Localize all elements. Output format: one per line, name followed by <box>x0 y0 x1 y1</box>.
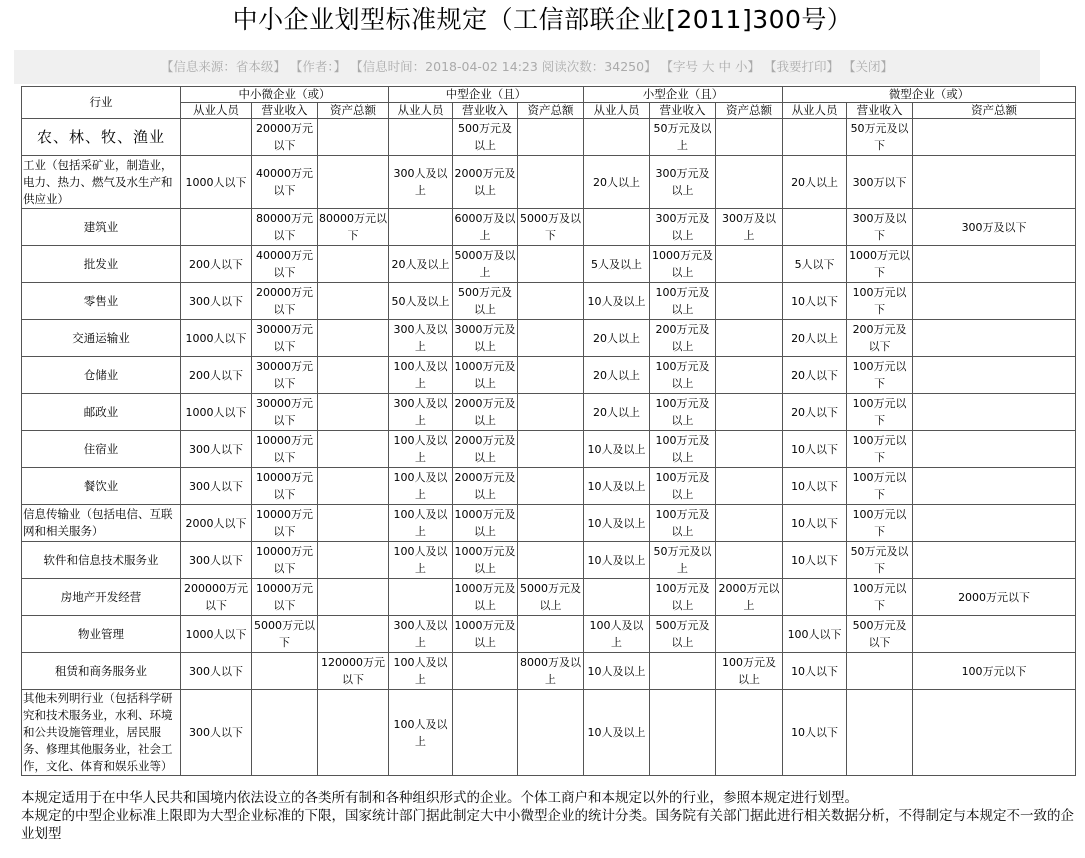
value-cell: 40000万元以下 <box>252 156 318 209</box>
value-cell: 300人及以上 <box>389 156 453 209</box>
value-cell <box>252 690 318 776</box>
value-cell <box>584 209 650 246</box>
value-cell: 2000万元以下 <box>913 579 1076 616</box>
value-cell: 500万元及以下 <box>847 616 913 653</box>
value-cell: 300万及以上 <box>716 209 783 246</box>
value-cell: 20人以上 <box>584 320 650 357</box>
value-cell <box>181 209 252 246</box>
value-cell <box>318 246 389 283</box>
value-cell: 300万元及以上 <box>650 156 716 209</box>
value-cell: 300万以下 <box>847 156 913 209</box>
value-cell: 10人及以上 <box>584 468 650 505</box>
industry-cell: 其他未列明行业（包括科学研究和技术服务业，水利、环境和公共设施管理业，居民服务、修理其他服务业，社会工作，文化、体育和娱乐业等） <box>22 690 181 776</box>
value-cell: 300人以下 <box>181 283 252 320</box>
value-cell <box>913 357 1076 394</box>
value-cell: 100人及以上 <box>389 468 453 505</box>
note-paragraph: 本规定的中型企业标准上限即为大型企业标准的下限，国家统计部门据此制定大中小微型企业的统计分类。国务院有关部门据此进行相关数据分析，不得制定与本规定不一致的企业划型 <box>21 808 1074 842</box>
value-cell <box>913 690 1076 776</box>
value-cell <box>318 690 389 776</box>
value-cell: 300人及以上 <box>389 616 453 653</box>
value-cell: 300人及以上 <box>389 394 453 431</box>
value-cell: 10人及以上 <box>584 653 650 690</box>
value-cell <box>913 616 1076 653</box>
close-link[interactable]: 【关闭】 <box>843 59 894 74</box>
industry-cell: 仓储业 <box>22 357 181 394</box>
table-row <box>22 542 1076 579</box>
value-cell: 100万元以下 <box>913 653 1076 690</box>
value-cell <box>783 579 847 616</box>
value-cell: 50万元及以下 <box>847 542 913 579</box>
value-cell: 40000万元以下 <box>252 246 318 283</box>
value-cell: 20人以上 <box>584 156 650 209</box>
value-cell <box>389 209 453 246</box>
value-cell: 3000万元及以上 <box>453 320 518 357</box>
value-cell <box>318 468 389 505</box>
industry-cell: 工业（包括采矿业，制造业，电力、热力、燃气及水生产和供应业） <box>22 156 181 209</box>
value-cell: 5000万及以上 <box>453 246 518 283</box>
value-cell: 200000万元以下 <box>181 579 252 616</box>
value-cell: 10人以下 <box>783 505 847 542</box>
value-cell <box>913 505 1076 542</box>
value-cell <box>913 468 1076 505</box>
value-cell: 300人及以上 <box>389 320 453 357</box>
value-cell: 100万元以下 <box>847 505 913 542</box>
value-cell <box>913 542 1076 579</box>
info-source: 【信息来源：省本级】 <box>160 59 286 74</box>
value-cell <box>318 579 389 616</box>
value-cell: 100人及以上 <box>389 357 453 394</box>
value-cell <box>913 320 1076 357</box>
value-cell: 2000万元及以上 <box>453 156 518 209</box>
value-cell <box>716 468 783 505</box>
value-cell: 100人及以上 <box>389 431 453 468</box>
table-row <box>22 690 1076 776</box>
value-cell: 5000万元以下 <box>252 616 318 653</box>
value-cell: 100万元及以上 <box>650 357 716 394</box>
value-cell: 10人及以上 <box>584 505 650 542</box>
group-header-sme: 中小微企业（或） <box>181 87 389 103</box>
value-cell <box>716 542 783 579</box>
value-cell <box>518 616 584 653</box>
fontsize-medium-link[interactable]: 中 <box>718 59 732 74</box>
fontsize-large-link[interactable]: 大 <box>702 59 715 74</box>
value-cell <box>453 690 518 776</box>
value-cell: 10000万元以下 <box>252 468 318 505</box>
value-cell: 8000万及以上 <box>518 653 584 690</box>
value-cell: 100人以下 <box>783 616 847 653</box>
value-cell <box>318 505 389 542</box>
value-cell: 10人以下 <box>783 653 847 690</box>
value-cell: 20人及以上 <box>389 246 453 283</box>
fontsize-label: 【字号 <box>660 59 699 74</box>
value-cell <box>389 579 453 616</box>
value-cell: 1000万元及以上 <box>453 542 518 579</box>
value-cell <box>650 653 716 690</box>
value-cell: 10000万元以下 <box>252 542 318 579</box>
value-cell: 20人以上 <box>783 156 847 209</box>
value-cell: 200万元及以下 <box>847 320 913 357</box>
value-cell: 1000人以下 <box>181 616 252 653</box>
value-cell: 1000万元及以上 <box>453 579 518 616</box>
industry-cell: 餐饮业 <box>22 468 181 505</box>
notes-section <box>21 789 1075 843</box>
table-row <box>22 320 1076 357</box>
value-cell <box>913 431 1076 468</box>
value-cell <box>716 119 783 156</box>
table-row <box>22 209 1076 246</box>
value-cell <box>453 653 518 690</box>
value-cell: 500万元及以上 <box>453 119 518 156</box>
value-cell: 100人及以上 <box>389 653 453 690</box>
value-cell <box>518 119 584 156</box>
industry-cell: 批发业 <box>22 246 181 283</box>
table-row <box>22 579 1076 616</box>
value-cell <box>716 394 783 431</box>
value-cell: 30000万元以下 <box>252 357 318 394</box>
value-cell: 1000万元及以上 <box>453 357 518 394</box>
value-cell: 10000万元以下 <box>252 579 318 616</box>
industry-cell: 租赁和商务服务业 <box>22 653 181 690</box>
value-cell: 500万元及以上 <box>453 283 518 320</box>
subheader-cell: 从业人员 <box>584 103 650 119</box>
value-cell <box>518 156 584 209</box>
table-row <box>22 616 1076 653</box>
value-cell: 20人以下 <box>783 357 847 394</box>
value-cell: 100万元以下 <box>847 579 913 616</box>
group-header-medium: 中型企业（且） <box>389 87 584 103</box>
industry-cell: 信息传输业（包括电信、互联网和相关服务） <box>22 505 181 542</box>
page-title: 中小企业划型标准规定（工信部联企业[2011]300号） <box>232 5 853 34</box>
value-cell: 300万元及以上 <box>650 209 716 246</box>
value-cell <box>783 119 847 156</box>
value-cell <box>716 505 783 542</box>
value-cell: 10人以下 <box>783 468 847 505</box>
group-header-small: 小型企业（且） <box>584 87 783 103</box>
value-cell: 50人及以上 <box>389 283 453 320</box>
value-cell <box>847 690 913 776</box>
value-cell <box>650 690 716 776</box>
value-cell: 100万元以下 <box>847 394 913 431</box>
value-cell <box>716 357 783 394</box>
value-cell <box>318 320 389 357</box>
industry-cell: 交通运输业 <box>22 320 181 357</box>
subheader-cell: 营业收入 <box>650 103 716 119</box>
subheader-cell: 营业收入 <box>847 103 913 119</box>
value-cell: 100人及以上 <box>584 616 650 653</box>
value-cell <box>181 119 252 156</box>
value-cell: 50万元及以上 <box>650 542 716 579</box>
sme-standard-table <box>21 86 1076 776</box>
value-cell: 300人以下 <box>181 542 252 579</box>
value-cell <box>913 283 1076 320</box>
industry-cell: 零售业 <box>22 283 181 320</box>
value-cell: 1000人以下 <box>181 394 252 431</box>
value-cell <box>518 246 584 283</box>
value-cell: 5000万元及以上 <box>518 579 584 616</box>
value-cell: 50万元及以上 <box>650 119 716 156</box>
value-cell: 80000万元以下 <box>252 209 318 246</box>
value-cell: 100万元以下 <box>847 468 913 505</box>
subheader-cell: 资产总额 <box>716 103 783 119</box>
value-cell: 200人以下 <box>181 357 252 394</box>
value-cell: 2000万元及以上 <box>453 431 518 468</box>
value-cell: 200万元及以上 <box>650 320 716 357</box>
value-cell <box>716 283 783 320</box>
value-cell <box>318 431 389 468</box>
value-cell: 100万元以下 <box>847 283 913 320</box>
value-cell <box>318 156 389 209</box>
subheader-cell: 资产总额 <box>518 103 584 119</box>
subheader-cell: 从业人员 <box>389 103 453 119</box>
industry-cell: 邮政业 <box>22 394 181 431</box>
value-cell: 30000万元以下 <box>252 320 318 357</box>
value-cell: 5人及以上 <box>584 246 650 283</box>
value-cell: 300人以下 <box>181 468 252 505</box>
value-cell <box>518 468 584 505</box>
value-cell <box>518 690 584 776</box>
table-row <box>22 283 1076 320</box>
value-cell <box>318 283 389 320</box>
info-bar <box>14 50 1040 84</box>
value-cell: 20人以上 <box>584 394 650 431</box>
value-cell <box>518 505 584 542</box>
table-row <box>22 156 1076 209</box>
value-cell: 1000万元以下 <box>847 246 913 283</box>
value-cell: 200人以下 <box>181 246 252 283</box>
value-cell: 20人以上 <box>584 357 650 394</box>
info-time-views: 【信息时间：2018-04-02 14:23 阅读次数：34250】 <box>350 59 657 74</box>
industry-cell: 农、林、牧、渔业 <box>22 119 181 156</box>
value-cell: 300万及以下 <box>847 209 913 246</box>
industry-cell: 住宿业 <box>22 431 181 468</box>
fontsize-small-link[interactable]: 小】 <box>735 59 761 74</box>
subheader-cell: 营业收入 <box>453 103 518 119</box>
table-row <box>22 505 1076 542</box>
info-author: 【作者：】 <box>289 59 347 74</box>
table-row <box>22 653 1076 690</box>
value-cell: 80000万元以下 <box>318 209 389 246</box>
value-cell: 500万元及以上 <box>650 616 716 653</box>
subheader-cell: 资产总额 <box>318 103 389 119</box>
value-cell: 300人以下 <box>181 653 252 690</box>
value-cell: 2000万元及以上 <box>453 468 518 505</box>
value-cell <box>518 542 584 579</box>
value-cell: 1000万元及以上 <box>650 246 716 283</box>
value-cell <box>252 653 318 690</box>
value-cell: 10人及以上 <box>584 542 650 579</box>
value-cell <box>913 119 1076 156</box>
value-cell <box>318 542 389 579</box>
industry-header: 行业 <box>22 87 181 119</box>
value-cell: 100万元及以上 <box>650 394 716 431</box>
subheader-cell: 资产总额 <box>913 103 1076 119</box>
table-row <box>22 468 1076 505</box>
value-cell: 100万元及以上 <box>650 579 716 616</box>
value-cell <box>518 320 584 357</box>
industry-cell: 房地产开发经营 <box>22 579 181 616</box>
industry-cell: 物业管理 <box>22 616 181 653</box>
value-cell: 30000万元以下 <box>252 394 318 431</box>
value-cell <box>913 394 1076 431</box>
value-cell: 20000万元以下 <box>252 119 318 156</box>
value-cell <box>318 357 389 394</box>
table-header-row <box>22 87 1076 103</box>
value-cell: 1000人以下 <box>181 156 252 209</box>
table-row <box>22 394 1076 431</box>
value-cell: 2000人以下 <box>181 505 252 542</box>
value-cell: 100万元及以上 <box>650 431 716 468</box>
subheader-cell: 从业人员 <box>783 103 847 119</box>
value-cell <box>913 156 1076 209</box>
value-cell <box>318 616 389 653</box>
group-header-micro: 微型企业（或） <box>783 87 1076 103</box>
value-cell <box>913 246 1076 283</box>
value-cell: 300万及以下 <box>913 209 1076 246</box>
value-cell: 100万元及以上 <box>650 468 716 505</box>
value-cell: 5000万及以下 <box>518 209 584 246</box>
value-cell <box>518 431 584 468</box>
value-cell <box>716 246 783 283</box>
value-cell <box>389 119 453 156</box>
value-cell: 100万元及以上 <box>650 505 716 542</box>
value-cell: 1000万元及以上 <box>453 616 518 653</box>
note-paragraph: 本规定适用于在中华人民共和国境内依法设立的各类所有制和各种组织形式的企业。个体工商户和本规定以外的行业，参照本规定进行划型。 <box>21 790 858 806</box>
value-cell: 100人及以上 <box>389 542 453 579</box>
value-cell: 100万元以下 <box>847 431 913 468</box>
value-cell: 2000万元以上 <box>716 579 783 616</box>
value-cell: 100万元及以上 <box>650 283 716 320</box>
value-cell <box>584 119 650 156</box>
value-cell: 100万元以下 <box>847 357 913 394</box>
value-cell <box>584 579 650 616</box>
value-cell: 1000人以下 <box>181 320 252 357</box>
value-cell <box>518 394 584 431</box>
value-cell <box>716 431 783 468</box>
value-cell <box>518 283 584 320</box>
value-cell <box>716 320 783 357</box>
value-cell: 50万元及以下 <box>847 119 913 156</box>
print-link[interactable]: 【我要打印】 <box>764 59 840 74</box>
value-cell: 10人以下 <box>783 283 847 320</box>
value-cell: 10人以下 <box>783 690 847 776</box>
value-cell <box>716 616 783 653</box>
subheader-cell: 从业人员 <box>181 103 252 119</box>
value-cell <box>518 357 584 394</box>
value-cell: 20000万元以下 <box>252 283 318 320</box>
value-cell: 6000万及以上 <box>453 209 518 246</box>
value-cell <box>716 156 783 209</box>
value-cell: 20人以上 <box>783 320 847 357</box>
table-row <box>22 119 1076 156</box>
value-cell <box>716 690 783 776</box>
value-cell: 10人及以上 <box>584 431 650 468</box>
table-row <box>22 246 1076 283</box>
value-cell: 100万元及以上 <box>716 653 783 690</box>
industry-cell: 建筑业 <box>22 209 181 246</box>
value-cell: 10人及以上 <box>584 283 650 320</box>
value-cell: 5人以下 <box>783 246 847 283</box>
value-cell: 300人以下 <box>181 431 252 468</box>
value-cell: 10人以下 <box>783 542 847 579</box>
table-row <box>22 357 1076 394</box>
table-subheader-row <box>22 103 1076 119</box>
value-cell: 20人以下 <box>783 394 847 431</box>
value-cell: 300人以下 <box>181 690 252 776</box>
value-cell: 2000万元及以上 <box>453 394 518 431</box>
value-cell: 10人及以上 <box>584 690 650 776</box>
industry-cell: 软件和信息技术服务业 <box>22 542 181 579</box>
value-cell: 1000万元及以上 <box>453 505 518 542</box>
value-cell: 120000万元以下 <box>318 653 389 690</box>
value-cell <box>783 209 847 246</box>
value-cell: 10000万元以下 <box>252 505 318 542</box>
value-cell: 100人及以上 <box>389 505 453 542</box>
table-row <box>22 431 1076 468</box>
value-cell: 10000万元以下 <box>252 431 318 468</box>
value-cell: 10人以下 <box>783 431 847 468</box>
value-cell: 100人及以上 <box>389 690 453 776</box>
subheader-cell: 营业收入 <box>252 103 318 119</box>
value-cell <box>318 394 389 431</box>
value-cell <box>847 653 913 690</box>
value-cell <box>318 119 389 156</box>
